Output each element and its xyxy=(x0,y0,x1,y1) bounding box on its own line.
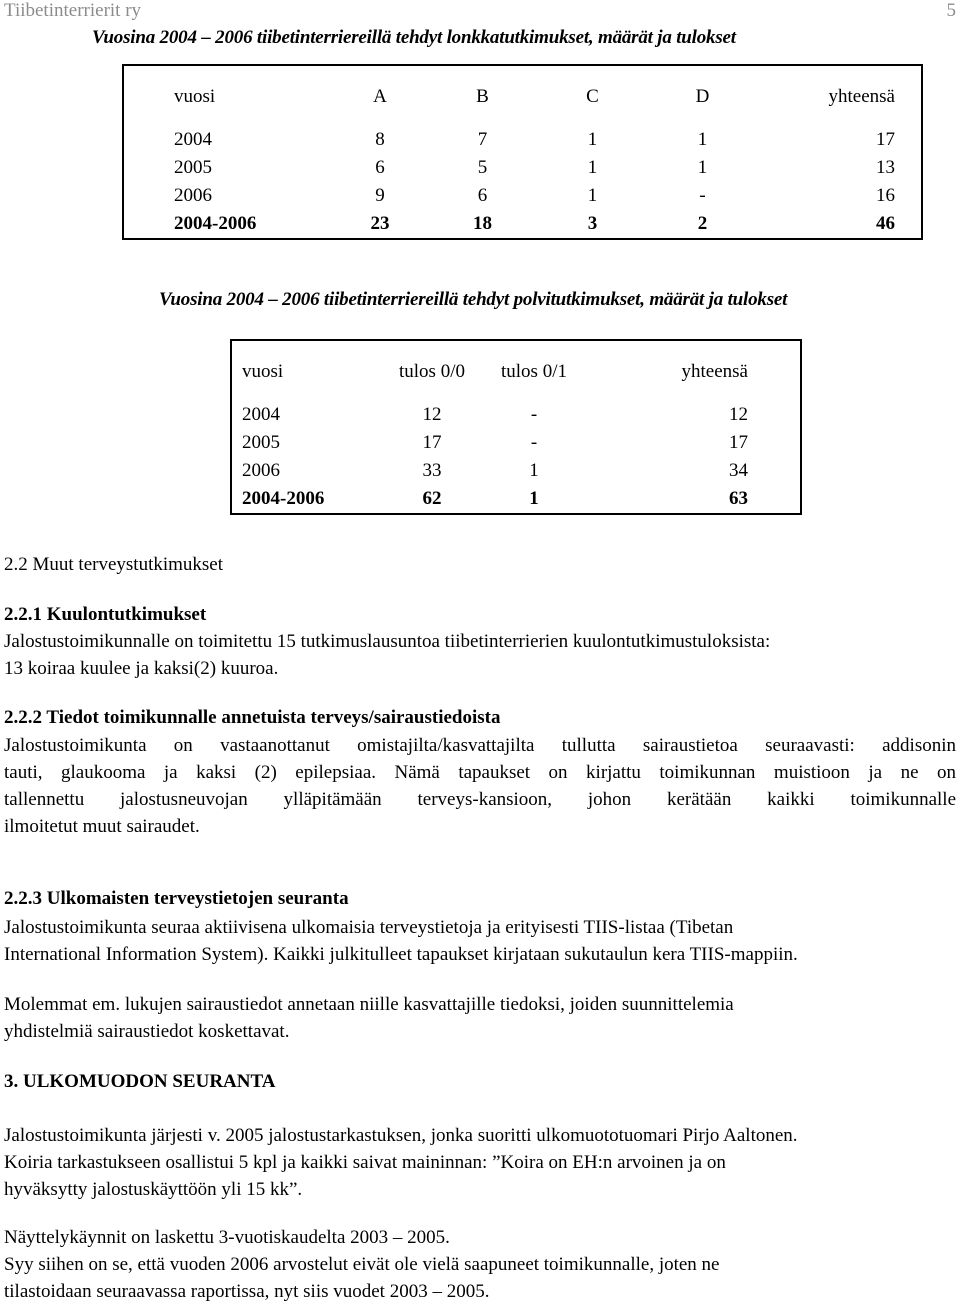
table-row xyxy=(231,485,801,514)
table-row xyxy=(231,395,801,429)
table-cell: 46 xyxy=(876,213,895,234)
table-cell: 8 xyxy=(375,129,385,150)
text-line: tallennettu jalostusneuvojan ylläpitämään terveys-kansioon, johon kerätään kaikki toimikunnalle xyxy=(4,789,956,810)
text-line: 13 koiraa kuulee ja kaksi(2) kuuroa. xyxy=(4,658,279,679)
table1-caption: Vuosina 2004 – 2006 tiibetinterriereillä tehdyt lonkkatutkimukset, määrät ja tulokset xyxy=(92,27,736,48)
table-cell: 1 xyxy=(697,157,708,178)
show-paragraph xyxy=(4,1224,956,1305)
text-line: Jalostustoimikunta on vastaanottanut omistajilta/kasvattajilta tullutta sairaustietoa seuraavasti: addisonin xyxy=(4,735,956,756)
table-cell: 2006 xyxy=(242,460,280,481)
text-line: Jalostustoimikunnalle on toimitettu 15 tutkimuslausuntoa tiibetinterrierien kuulontutkimustuloksista: xyxy=(4,631,771,652)
page-number: 5 xyxy=(946,0,956,21)
column-header xyxy=(430,65,535,120)
table-cell: 1 xyxy=(529,460,539,481)
text-line: Jalostustoimikunta seuraa aktiivisena ulkomaisia terveystietoja ja erityisesti TIIS-listaa (Tibetan xyxy=(4,917,734,938)
table-cell: 34 xyxy=(729,460,748,481)
text-line: Koiria tarkastukseen osallistui 5 kpl ja kaikki saivat maininnan: ”Koira on EH:n arvoinen ja on xyxy=(4,1152,726,1173)
table-cell: 17 xyxy=(422,432,442,453)
table-cell: 2005 xyxy=(242,432,280,453)
table-cell: 1 xyxy=(529,488,539,509)
table-row xyxy=(123,120,922,154)
table-cell: 9 xyxy=(375,185,385,206)
health-info-paragraph xyxy=(4,732,956,840)
column-header xyxy=(650,65,755,120)
table-cell: 17 xyxy=(876,129,895,150)
section-heading-2-2-2: 2.2.2 Tiedot toimikunnalle annetuista terveys/sairaustiedoista xyxy=(4,707,501,728)
table-cell: 2004 xyxy=(242,404,280,425)
column-header-label: D xyxy=(695,86,710,107)
table-cell: 2005 xyxy=(174,157,212,178)
hearing-paragraph xyxy=(4,628,956,682)
table-cell: 17 xyxy=(729,432,748,453)
table-cell: 62 xyxy=(422,488,442,509)
table-row xyxy=(123,210,922,239)
table2-caption: Vuosina 2004 – 2006 tiibetinterriereillä tehdyt polvitutkimukset, määrät ja tulokset xyxy=(159,289,788,310)
column-header xyxy=(586,340,801,395)
table-cell: 6 xyxy=(375,157,385,178)
table-cell: 2004 xyxy=(174,129,212,150)
text-line: Molemmat em. lukujen sairaustiedot annetaan niille kasvattajille tiedoksi, joiden suunnittelemia xyxy=(4,994,734,1015)
column-header xyxy=(123,65,330,120)
text-line: Näyttelykäynnit on laskettu 3-vuotiskaudelta 2003 – 2005. xyxy=(4,1227,450,1248)
table-cell: 12 xyxy=(729,404,748,425)
column-header-label: A xyxy=(373,86,387,107)
table-cell: 23 xyxy=(370,213,390,234)
table-cell: 2004-2006 xyxy=(174,213,257,234)
table-cell: 3 xyxy=(587,213,598,234)
column-header-label: vuosi xyxy=(242,361,284,382)
text-line: yhdistelmiä sairaustiedot koskettavat. xyxy=(4,1021,290,1042)
section-heading-2-2: 2.2 Muut terveystutkimukset xyxy=(4,554,224,575)
table-cell: 12 xyxy=(422,404,442,425)
column-header-label: yhteensä xyxy=(828,86,895,107)
column-header xyxy=(535,65,650,120)
column-header xyxy=(330,65,430,120)
table-row xyxy=(231,457,801,485)
knee-results-table xyxy=(230,339,802,515)
column-header-label: vuosi xyxy=(174,86,216,107)
table-cell: 2006 xyxy=(174,185,212,206)
text-line: International Information System). Kaikki julkitulleet tapaukset kirjataan sukutaulun kera TIIS-mappiin. xyxy=(4,944,798,965)
foreign-health-paragraph xyxy=(4,914,956,968)
conformation-paragraph xyxy=(4,1122,956,1203)
table-cell: 16 xyxy=(876,185,895,206)
text-line: hyväksytty jalostuskäyttöön yli 15 kk”. xyxy=(4,1179,303,1200)
table-cell: - xyxy=(699,185,706,206)
column-header xyxy=(382,340,482,395)
column-header-label: tulos 0/1 xyxy=(501,361,567,382)
table-cell: 13 xyxy=(876,157,895,178)
column-header xyxy=(755,65,922,120)
table-cell: 33 xyxy=(422,460,442,481)
column-header xyxy=(482,340,586,395)
column-header xyxy=(231,340,382,395)
document-header-title: Tiibetinterrierit ry xyxy=(4,0,142,21)
table-cell: 1 xyxy=(697,129,708,150)
table-cell: 6 xyxy=(477,185,488,206)
text-line: tilastoidaan seuraavassa raportissa, nyt siis vuodet 2003 – 2005. xyxy=(4,1281,490,1302)
table-cell: 63 xyxy=(729,488,748,509)
hip-results-table xyxy=(122,64,923,240)
table-row xyxy=(123,154,922,182)
section-heading-2-2-1: 2.2.1 Kuulontutkimukset xyxy=(4,604,207,625)
table-header-row xyxy=(231,340,801,395)
text-line: Jalostustoimikunta järjesti v. 2005 jalostustarkastuksen, jonka suoritti ulkomuototuomari Pirjo Aaltonen. xyxy=(4,1125,798,1146)
column-header-label: C xyxy=(586,86,599,107)
table-cell: 2 xyxy=(697,213,708,234)
table-row xyxy=(231,429,801,457)
table-header-row xyxy=(123,65,922,120)
column-header-label: B xyxy=(476,86,489,107)
text-line: tauti, glaukooma ja kaksi (2) epilepsiaa. Nämä tapaukset on kirjattu toimikunnan muistioon ja ne on xyxy=(4,762,956,783)
table-cell: 2004-2006 xyxy=(242,488,325,509)
table-cell: - xyxy=(530,432,538,453)
section-heading-3: 3. ULKOMUODON SEURANTA xyxy=(4,1071,276,1092)
table-cell: 18 xyxy=(473,213,492,234)
table-cell: 1 xyxy=(587,129,598,150)
text-line: Syy siihen on se, että vuoden 2006 arvostelut eivät ole vielä saapuneet toimikunnalle, joten ne xyxy=(4,1254,720,1275)
section-heading-2-2-3: 2.2.3 Ulkomaisten terveystietojen seuranta xyxy=(4,888,349,909)
table-cell: - xyxy=(530,404,538,425)
column-header-label: tulos 0/0 xyxy=(399,361,465,382)
table-cell: 7 xyxy=(477,129,488,150)
table-row xyxy=(123,182,922,210)
table-cell: 1 xyxy=(587,157,598,178)
molemmat-paragraph xyxy=(4,991,956,1045)
text-line: ilmoitetut muut sairaudet. xyxy=(4,816,200,837)
table-cell: 1 xyxy=(587,185,598,206)
table-cell: 5 xyxy=(477,157,488,178)
column-header-label: yhteensä xyxy=(681,361,748,382)
